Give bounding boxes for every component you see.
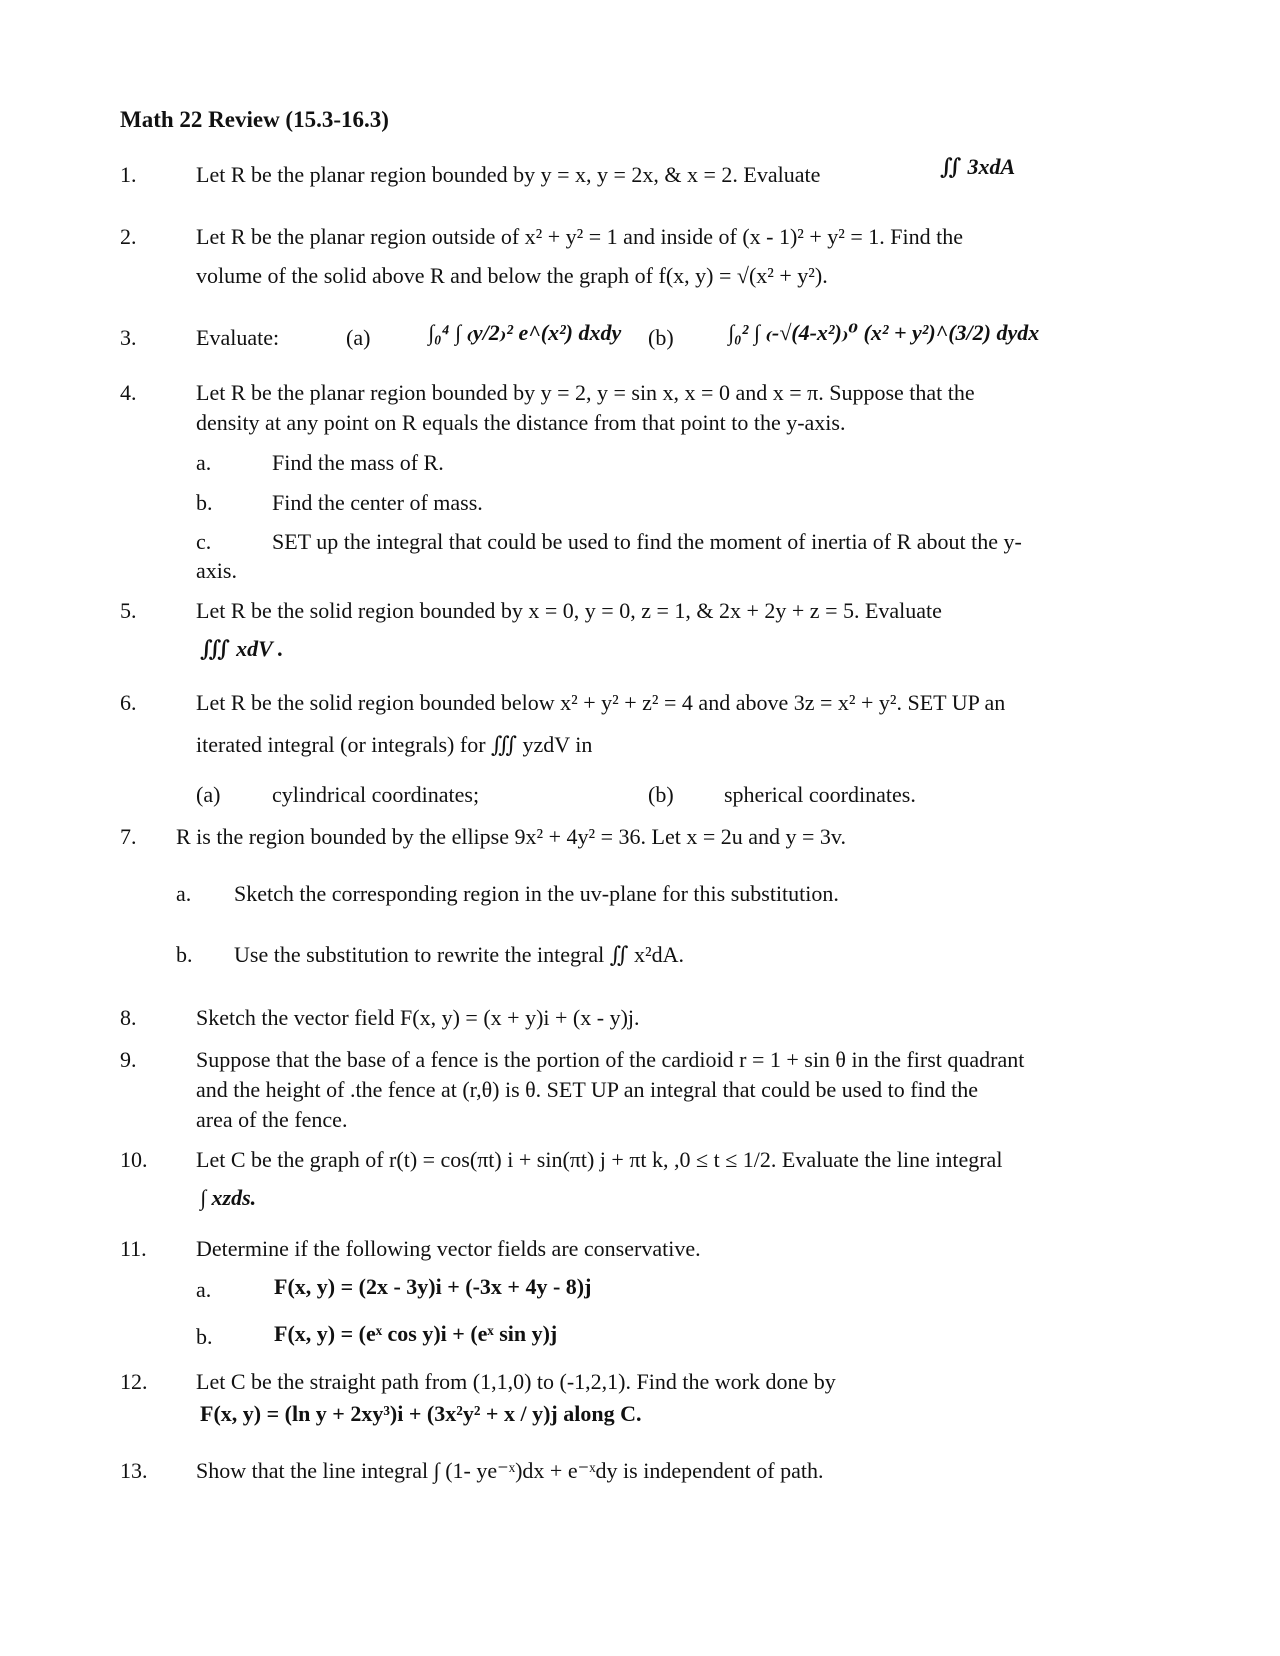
problem-number: 10. xyxy=(120,1147,148,1172)
problem-4a-label: a. xyxy=(196,450,212,475)
problem-6-line-2: iterated integral (or integrals) for ∭ yzdV in xyxy=(196,732,593,757)
problem-10-integral: ∫ xzds. xyxy=(200,1185,257,1210)
problem-11-text: Determine if the following vector fields are conservative. xyxy=(196,1236,701,1261)
problem-4b-text: Find the center of mass. xyxy=(272,490,483,515)
problem-1-text: Let R be the planar region bounded by y = x, y = 2x, & x = 2. Evaluate xyxy=(196,162,821,187)
problem-13-text: Show that the line integral ∫ (1- ye⁻ˣ)dx + e⁻ˣdy is independent of path. xyxy=(196,1458,824,1483)
problem-number: 7. xyxy=(120,824,137,849)
problem-number: 8. xyxy=(120,1005,137,1030)
page-title: Math 22 Review (15.3-16.3) xyxy=(120,107,389,132)
problem-number: 4. xyxy=(120,380,137,405)
problem-3-integral-a: ∫₀⁴ ∫ ₍y/2₎² e^(x²) dxdy xyxy=(428,320,622,345)
problem-5-line-1: Let R be the solid region bounded by x = 0, y = 0, z = 1, & 2x + 2y + z = 5. Evaluate xyxy=(196,598,942,623)
problem-2-line-2: volume of the solid above R and below the graph of f(x, y) = √(x² + y²). xyxy=(196,263,828,288)
problem-number: 2. xyxy=(120,224,137,249)
problem-7-line-1: R is the region bounded by the ellipse 9x² + 4y² = 36. Let x = 2u and y = 3v. xyxy=(176,824,846,849)
problem-6b-label: (b) xyxy=(648,782,674,807)
problem-number: 12. xyxy=(120,1369,148,1394)
problem-6a-label: (a) xyxy=(196,782,221,807)
problem-7a-label: a. xyxy=(176,881,192,906)
problem-7b-text: Use the substitution to rewrite the integral ∬ x²dA. xyxy=(234,942,684,967)
problem-2-line-1: Let R be the planar region outside of x² + y² = 1 and inside of (x - 1)² + y² = 1. Find the xyxy=(196,224,964,249)
problem-11a-label: a. xyxy=(196,1277,212,1302)
problem-9-line-2: and the height of .the fence at (r,θ) is θ. SET UP an integral that could be used to find the xyxy=(196,1077,979,1102)
problem-3-part-b-label: (b) xyxy=(648,325,674,350)
problem-4-line-2: density at any point on R equals the distance from that point to the y-axis. xyxy=(196,410,846,435)
problem-3-integral-b: ∫₀² ∫ ₍-√(4-x²)₎⁰ (x² + y²)^(3/2) dydx xyxy=(728,320,1040,345)
problem-4c-label: c. xyxy=(196,529,212,554)
problem-3-part-a-label: (a) xyxy=(346,325,371,350)
problem-3-label: Evaluate: xyxy=(196,325,280,350)
problem-number: 13. xyxy=(120,1458,148,1483)
problem-4b-label: b. xyxy=(196,490,213,515)
problem-12-line-1: Let C be the straight path from (1,1,0) to (-1,2,1). Find the work done by xyxy=(196,1369,836,1394)
problem-6-line-1: Let R be the solid region bounded below x² + y² + z² = 4 and above 3z = x² + y². SET UP an xyxy=(196,690,1006,715)
problem-8-text: Sketch the vector field F(x, y) = (x + y)i + (x - y)j. xyxy=(196,1005,640,1030)
problem-number: 1. xyxy=(120,162,137,187)
problem-9-line-3: area of the fence. xyxy=(196,1107,348,1132)
problem-4a-text: Find the mass of R. xyxy=(272,450,444,475)
problem-12-line-2: F(x, y) = (ln y + 2xy³)i + (3x²y² + x / y)j along C. xyxy=(200,1401,642,1426)
problem-4c-text: SET up the integral that could be used to find the moment of inertia of R about the y- xyxy=(272,529,1022,554)
problem-number: 6. xyxy=(120,690,137,715)
problem-11b-field: F(x, y) = (eˣ cos y)i + (eˣ sin y)j xyxy=(274,1321,558,1346)
problem-9-line-1: Suppose that the base of a fence is the portion of the cardioid r = 1 + sin θ in the first quadrant xyxy=(196,1047,1025,1072)
problem-11b-label: b. xyxy=(196,1324,213,1349)
problem-number: 9. xyxy=(120,1047,137,1072)
problem-7b-label: b. xyxy=(176,942,193,967)
problem-number: 3. xyxy=(120,325,137,350)
problem-1-integral: ∬ 3xdA xyxy=(940,154,1016,179)
problem-4-line-1: Let R be the planar region bounded by y = 2, y = sin x, x = 0 and x = π. Suppose that the xyxy=(196,380,975,405)
problem-number: 5. xyxy=(120,598,137,623)
problem-6b-text: spherical coordinates. xyxy=(724,782,916,807)
problem-6a-text: cylindrical coordinates; xyxy=(272,782,480,807)
problem-11a-field: F(x, y) = (2x - 3y)i + (-3x + 4y - 8)j xyxy=(274,1274,592,1299)
problem-5-integral: ∭ xdV . xyxy=(200,636,284,661)
problem-number: 11. xyxy=(120,1236,147,1261)
problem-10-line-1: Let C be the graph of r(t) = cos(πt) i + sin(πt) j + πt k, ,0 ≤ t ≤ 1/2. Evaluate the line integral xyxy=(196,1147,1003,1172)
problem-7a-text: Sketch the corresponding region in the uv-plane for this substitution. xyxy=(234,881,839,906)
problem-4c-continuation: axis. xyxy=(196,558,237,583)
